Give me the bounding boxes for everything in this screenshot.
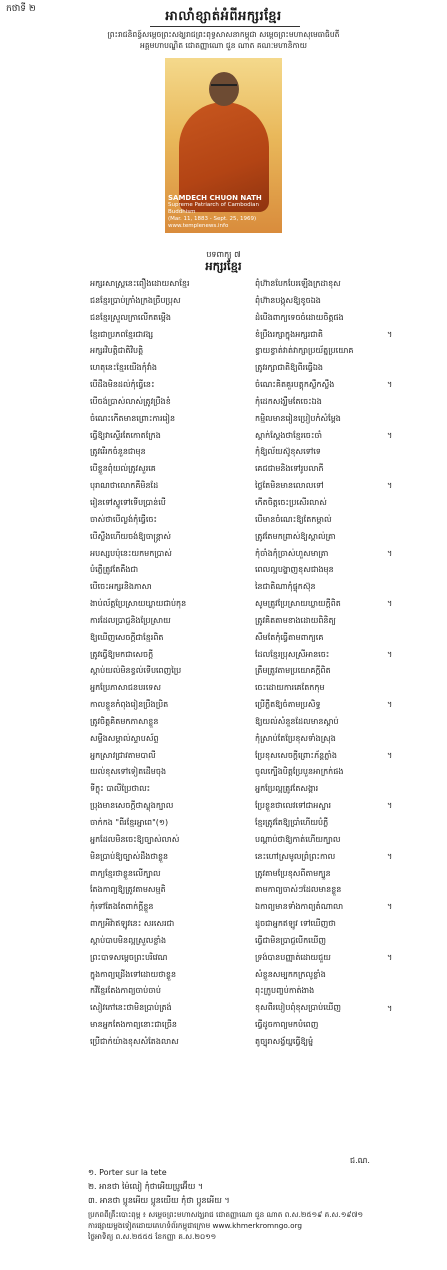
verse-line-left: បើដឹងមិនដល់កុំធ្វើនេះ [90,380,155,390]
verse-line-right: ធ្វើជាមិនប្រាជ្ញបើកឃើញ [255,935,326,945]
verse-line-left: ក្នុងកាព្យដ្រើងទៅដោយថាខ្លួន [90,969,177,979]
portrait-photo [165,58,282,233]
subtitle-line-2: អគ្គមហាបណ្ឌិត ជោតញ្ញាណោ ជួន ណាត គណៈមហានិកាយ [140,41,307,50]
verse-line-right: ត្រឹមត្រូវតាមប្រយោគក្តីពិត [255,666,331,676]
stanza-end-mark: ។ [387,430,393,440]
photo-caption-name: SAMDECH CHUON NATH [168,194,262,202]
verse-line-left: បើខ្លួនពុំយល់ត្រូវសួរគេ [90,464,156,474]
verse-line-left: ចាក់កង "ពីរខ្មែរអ្នាពេ"(១) [90,818,169,827]
verse-line-left: មិនប្រាប់ឱ្យច្បាស់ដឹងថាខ្លួន [90,851,169,861]
verse-line-right: ប្រែខុសសេចក្តីព្រោះភ័ន្តភ្លាំង [255,750,337,760]
verse-line-left: តែងកាព្យឱ្យត្រូវតាមសម្មតិ [90,885,166,895]
photo-caption-title: Supreme Patriarch of Cambodian Buddhism [168,202,259,215]
verse-line-left: ការដែលប្រាជ្ញនិងប្រែស្រាយ [90,615,171,625]
verse-line-left: មានអ្នកតែងកាព្យនោះជាច្រើន [90,1020,177,1030]
verse-line-right: កុំចាំងកុំច្រាស់ហួសមាត្រា [255,548,329,558]
verse-line-right: ដូចជាអ្នកឥឡូវ ទៅឃើញថា [255,919,336,929]
verse-line-left: ឱ្យឃើញសេចក្តីជាខ្មែរពិត [90,632,164,642]
verse-line-right: កុំដេកសង្ឃឹមតែចេះឯង [255,396,322,406]
document-title: អាលាំខ្សាត់អំពីអក្សរខ្មែរ [165,9,282,24]
verse-column-left [90,276,240,1051]
verse-line-left: ជនខ្មែរប្រាប់ក្រាំងក្រងច្រឹបប្រុស [90,295,181,305]
credit-date: ថ្ងៃអាទិត្យ ព.ស.២៥៥៥ ខែកញ្ញា គ.ស.២០១១ [88,1232,217,1241]
verse-line-right: ដំបើងពាក្យទេចចំដោយចិត្តផង [255,312,344,322]
credit-source: ប្រភពពីគ្រឹះបោះពុម្ព ៖ សម្តេចព្រះមហាសង្ឃរាជ ជោតញ្ញាណោ ជួន ណាត ព.ស.២៥១៩ គ.ស.១៩៧១ [88,1210,364,1219]
verse-line-right: សូមត្រូវប្រែស្រាយឃ្លាយក្តីពិត [255,599,341,609]
verse-line-right: ត្រូវគិតតាមខាងដោយពិនិត្យ [255,615,336,625]
verse-line-right: បណ្ដាប់ថាឱ្យកាត់ហើយក្បាល [255,834,341,844]
stanza-end-mark: ។ [387,548,393,558]
section-label: បទពាក្យ ៧ [206,250,241,259]
verse-line-right: ពុំហ៊ានបង្កុសឱ្យខូចឯង [255,295,321,305]
verse-line-right: គេជជាមនិងទៅរូបលាភី [255,464,324,474]
verse-line-right: នេះហៅស្រមូលព្រំព្រះកាល [255,851,336,861]
verse-line-right: ប្រែខ្លួនថាលេវទៅជាអស្ចារ [255,801,332,811]
verse-line-left: ធ្វើឱ្យវាស្ទើរតែកោតក្រែង [90,430,161,440]
verse-line-left: ទីក្លុះ បាលីប្រែថាលះ [90,784,151,794]
verse-line-right: សឹមតែកុំធ្វើតាមពាក្យគេ [255,632,324,642]
verse-line-left: អក្សរសាស្ត្រនេះពឿងដោយសាខ្មែរ [90,279,190,288]
stanza-end-mark: ។ [387,329,393,339]
verse-line-right: ឯកាព្យមានទាំងកាព្យតំណាលា [255,902,344,912]
stanza-end-mark: ។ [387,700,393,710]
verse-line-right: ចេះដោយការគេតែកកុម [255,683,325,693]
verse-line-right: ត្រូវតែមកព្រាស់ឱ្យស្គាល់ត្រា [255,531,336,541]
footnotes [88,1166,230,1208]
poem-heading: អក្សរខ្មែរ [205,259,242,273]
stanza-end-mark: ។ [387,481,393,491]
signature: ជ.ណ. [350,1156,370,1165]
title-underline [150,26,300,27]
verse-line-left: បើចេះអក្សរនិងភាសា [90,582,152,592]
photo-caption-dates: (Mar. 11, 1883 - Sept. 25, 1969) [168,216,257,222]
verse-line-right: ពុំហ៊ានបែកបែរឡើងក្រដាខុស [255,279,341,288]
verse-line-left: ប្រុងមានសេចក្តីថាស្លុងក្បាល [90,801,174,811]
verse-line-left: ខ្មែរជាប្រភពខ្មែរជាវង្ស [90,329,154,339]
stanza-end-mark: ។ [387,953,393,962]
verse-line-left: ត្រូវរើរកចំនួនជាមុន [90,447,146,457]
stanza-end-mark: ។ [387,851,393,861]
verse-line-left: បើចង់ប្រាស់លាស់ត្រូវប្រឹងខំ [90,396,171,406]
footnote-3: ៣. អានថា ប្អូនអើយ ប្អូនយើយ កុំថា ប្អូនអើយ ។ [88,1196,230,1205]
verse-line-left: សម្លឹងសម្គាល់ស្ទាបស័ព្ទ [90,733,159,743]
verse-line-left: អ្នកស្រាវជ្រាវតាមបាលី [90,750,156,760]
verse-line-right: ចូលក្បើងបិត្តប្រែបួនអាក្រក់ផង [255,767,344,777]
verse-line-left: ងាប់ល័ត្តប្រែស្រាយឃ្លាយជាប់កុន [90,599,187,609]
verse-line-left: យល់ខុសទៅទៀតដើមចុង [90,767,167,777]
verse-line-left: បើស្លឹងហើយចង់ឱ្យចាន្ត្រាស់ [90,531,171,541]
verse-line-left: បំភ្លើត្រូវតែតឹងជា [90,565,139,575]
verse-line-right: ប្រើភ្លឹតឱ្យចំតាមប្រសិទ្ធ [255,700,321,710]
verse-line-left: ត្រូវចិត្តគិតមកភាសាខ្លួន [90,716,159,726]
stanza-end-mark: ។ [387,750,393,760]
verse-line-right: ទ្រង់បានបញ្ញាត់ដោយជួយ [255,952,331,962]
page-number: កថាទី ២ [6,4,36,14]
verse-line-right: តូច្បុរាសង្វ័យ្ហធ្វើឱ្យម្នំ [255,1036,314,1046]
credits [88,1209,363,1242]
verse-line-right: ពេលល្អបង្ហាញខុសជាងមុន [255,565,334,575]
footnote-1: ១. Porter sur la tete [88,1168,167,1177]
verse-line-right: ខំប្រឹងរក្សាក្នុងអក្សរជាតិ [255,329,323,339]
verse-line-left: ប្រើជាក់យ៉ាងខុសសំតែងលាស [90,1036,179,1046]
verse-line-right: ឱ្យយល់សំនួនដែលមានស្តាប់ [255,716,339,726]
stanza-end-mark: ។ [387,902,393,912]
stanza-end-mark: ។ [387,1003,393,1013]
verse-line-right: កើតចិត្តចេះប្រសើរលាស់ [255,497,327,507]
photo-caption [168,195,279,230]
verse-line-right: ត្រូវតាមប្រែខុសពីតាមក្បួន [255,868,331,878]
verse-line-left: អក្សរវិបត្តិជាតិវិបត្តិ [90,346,144,356]
stanza-end-mark: ។ [387,649,393,659]
verse-line-right: ចំណេះគិតគួរបត្តុកស្លឹកស្លឹង [255,380,335,390]
verse-line-right: ដែលខ្មែរប្រុសស្រីអានចេះ [255,649,330,659]
verse-line-left: ពាក្យអីវ៉ាឥឡូវនេះ សរសេរជា [90,919,175,929]
monk-glasses [211,84,237,92]
subtitle-line-1: ព្រះរាជនិពន្ធ៍សម្តេចព្រះសង្ឃរាជព្រះពុទ្ធសាសនាកម្ពុជា សម្តេចព្រះមហាសុមេធាធិបតី [107,30,340,39]
verse-line-left: បុរាណថាលោកគឺមិនដែ [90,481,159,491]
verse-line-left: កវីខ្មែរតែងកាព្យចាប់ចាប់ [90,986,161,996]
verse-line-left: ព្រះបាទសម្តេចព្រះបរិវេណ [90,952,168,962]
verse-line-right: ថ្លៃតែមិនមានលោលទៅ [255,481,324,491]
verse-line-right: កម្មិលមានរៀនប្រៀបកំសំម្តែង [255,413,341,423]
verse-line-right: ត្រូវរក្សាជាតិឱ្យពីរធ្វើឯង [255,363,323,373]
verse-line-right: កុំឱ្យល័យស៊ូខុសទៅទេ [255,447,321,457]
verse-line-left: ហេតុនេះខ្មែរយើងកុំវាំង [90,363,157,373]
verse-line-left: រៀនទៅស្ទូទៅទើបប្រាន់បើ [90,497,166,507]
verse-line-left: ជនខ្មែរស្រួលក្រាលើកតម្កើង [90,312,171,322]
verse-line-right: ខ្មែរត្រូវតែឱ្យប្រាំហើយបំភ្លឺ [255,818,329,827]
verse-line-right: ធ្វើដូចកាព្យមកបំពេញ [255,1020,319,1030]
footnote-2: ២. អានថា ម៉ៃលៀ កុំថាអើយប្រូអ៊ើយ ។ [88,1182,204,1191]
verse-line-left: ស្តាប់យល់មិនខ្វល់ទើបពេញប្រៃ [90,666,182,676]
verse-line-left: ត្រូវធ្វើឱ្យមកជាសេចក្តី [90,649,154,659]
verse-line-left: ចាស់ថាបើល្ងង់កុំធ្វើចេះ [90,514,157,524]
verse-line-right: បើមានចំណេះឱ្យតែកម្តាល់ [255,514,332,524]
verse-line-left: អ្នកប្រែភាសាជនបរទេស [90,683,161,693]
verse-line-right: ខុសពីរបៀបពុំខុសប្រាប់ឃើញ [255,1003,342,1013]
verse-line-right: សំខ្លួនសម្បកកក្រលូខ្លាំង [255,969,326,979]
verse-line-left: សៀវភៅនេះថាមិនប្រាប់ត្រង់ [90,1003,172,1013]
verse-line-left: កុំទៅតែងតែពាក់ក្តីខ្លួន [90,902,154,912]
verse-line-right: នៃជាតិណាកុំផ្ទុកស៊ុន [255,582,316,592]
verse-line-right: កុំស្រាប់តែប្រែខុសទាំងស្រុង [255,733,336,743]
stanza-end-mark: ។ [387,599,393,609]
verse-line-right: អ្នកប្រែល្អត្រូវតែសង្ការ [255,784,319,794]
verse-line-left: ស្តាប់បាបមិនល្អស្រួលខ្លាំង [90,935,167,945]
stanza-end-mark: ។ [387,801,393,811]
stanza-end-mark: ។ [387,380,393,390]
verse-line-left: កាលខ្លួនកំពុងរៀនប្រឹងប្រិត [90,700,169,710]
verse-line-right: តាមកាព្យចាស់ៗដែលមានខ្លួន [255,885,342,895]
verse-line-left: ចំណេះកើតមានព្រោះការរៀន [90,413,176,423]
verse-line-right: ពុះក្រូបញ្ចប់កាត់ងាង [255,986,315,996]
photo-caption-url: www.templenews.info [168,223,229,229]
verse-line-left: ពាក្យខ្មែរថាខ្លួនលើក្បាល [90,868,161,878]
verse-column-right [255,276,405,1051]
verse-line-right: ស្តាក់ស្តែងថាខ្មែរចេះចាំ [255,430,322,440]
verse-line-left: អបស្សបប៉ុនេះយកមកប្រាស់ [90,548,172,558]
verse-line-left: អ្នកដែលមិនចេះឱ្យច្បាស់លាស់ [90,834,180,844]
verse-line-right: ខ្វាយខ្វាត់វាត់វាក្សាប្រយ័ត្នប្រយោគ [255,346,354,356]
credit-website: ការផ្សាយម្តងទៀតដោយគេហទំព័រកម្ពុជាក្រោម www.khmerkromngo.org [88,1221,303,1230]
